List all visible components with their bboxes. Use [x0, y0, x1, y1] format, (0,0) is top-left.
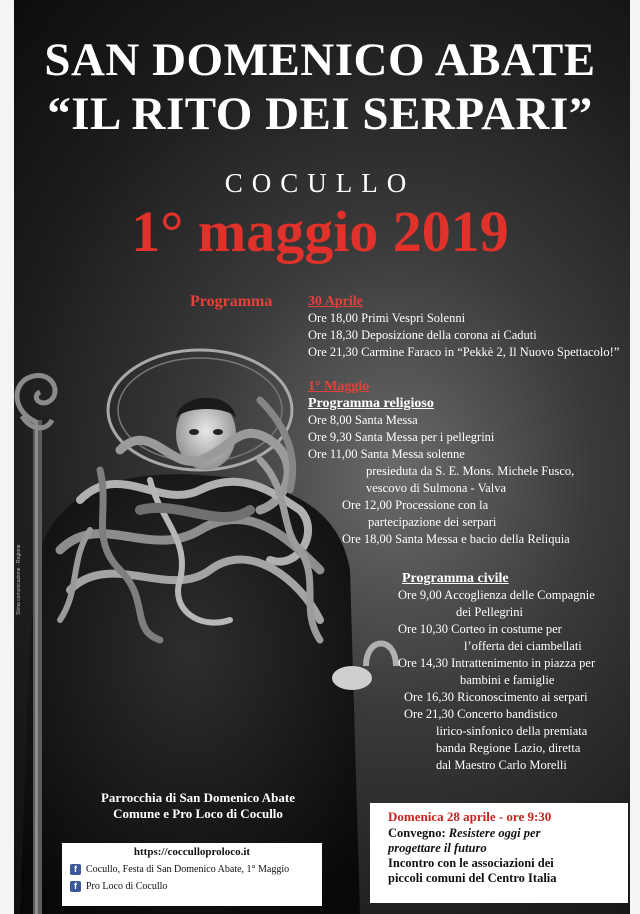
programma-label: Programma: [190, 293, 273, 310]
convegno-desc-1: Incontro con le associazioni dei: [388, 856, 554, 870]
section-heading: 1° Maggio: [308, 379, 370, 394]
schedule-line: Ore 14,30 Intrattenimento in piazza per: [398, 656, 596, 670]
schedule-line: Ore 9,30 Santa Messa per i pellegrini: [308, 430, 495, 444]
section-heading: 30 Aprile: [308, 294, 363, 309]
facebook-icon: f: [70, 881, 81, 892]
organizer-comune: Comune e Pro Loco di Cocullo: [113, 806, 283, 821]
schedule-line: dei Pellegrini: [456, 605, 523, 619]
schedule-line: Ore 8,00 Santa Messa: [308, 413, 418, 427]
schedule-line: presieduta da S. E. Mons. Michele Fusco,: [366, 464, 575, 478]
program-april-30: [308, 293, 619, 361]
convegno-title-2: progettare il futuro: [388, 841, 487, 855]
organizer-parish: Parrocchia di San Domenico Abate: [100, 790, 296, 805]
schedule-line: Ore 18,30 Deposizione della corona ai Caduti: [308, 328, 537, 342]
convegno-box: [370, 803, 628, 903]
schedule-line: Ore 21,30 Concerto bandistico: [404, 707, 558, 721]
schedule-line: Ore 16,30 Riconoscimento ai serpari: [404, 690, 588, 704]
schedule-line: Ore 9,00 Accoglienza delle Compagnie: [398, 588, 595, 602]
convegno-title-1: Resistere oggi per: [448, 826, 541, 840]
town-name: COCULLO: [224, 168, 416, 198]
website-link[interactable]: https://cocculloproloco.it: [133, 846, 251, 858]
image-credit: Stima comunicazione · Regione: [16, 544, 22, 615]
section-heading: Programma civile: [402, 571, 509, 586]
facebook-page-1[interactable]: Cocullo, Festa di San Domenico Abate, 1° Maggio: [86, 864, 290, 875]
title-line-1: SAN DOMENICO ABATE: [44, 34, 596, 86]
convegno-title-line: [388, 826, 628, 841]
program-civile: [398, 570, 595, 774]
facebook-row: [70, 863, 322, 876]
schedule-line: bambini e famiglie: [460, 673, 555, 687]
organizers: [48, 790, 348, 822]
convegno-desc: [388, 856, 628, 871]
schedule-line: banda Regione Lazio, diretta: [436, 741, 581, 755]
convegno-desc: [388, 871, 628, 886]
schedule-line: lirico-sinfonico della premiata: [436, 724, 588, 738]
schedule-line: Ore 12,00 Processione con la: [342, 498, 489, 512]
schedule-line: vescovo di Sulmona - Valva: [366, 481, 507, 495]
convegno-label: Convegno:: [388, 826, 449, 840]
title-line-2: “IL RITO DEI SERPARI”: [47, 88, 593, 140]
schedule-line: dal Maestro Carlo Morelli: [436, 758, 567, 772]
facebook-row: [70, 880, 322, 893]
schedule-line: partecipazione dei serpari: [368, 515, 497, 529]
program-may-1: [308, 378, 574, 548]
schedule-line: Ore 18,00 Primi Vespri Solenni: [308, 311, 466, 325]
schedule-line: Ore 21,30 Carmine Faraco in “Pekkè 2, Il Nuovo Spettacolo!”: [308, 345, 620, 359]
convegno-title-line: [388, 841, 628, 856]
schedule-line: Ore 11,00 Santa Messa solenne: [308, 447, 465, 461]
event-date: 1° maggio 2019: [131, 199, 509, 264]
schedule-line: Ore 10,30 Corteo in costume per: [398, 622, 562, 636]
convegno-desc-2: piccoli comuni del Centro Italia: [388, 871, 557, 885]
schedule-line: Ore 18,00 Santa Messa e bacio della Reliquia: [342, 532, 570, 546]
facebook-icon: f: [70, 864, 81, 875]
convegno-date: Domenica 28 aprile - ore 9:30: [388, 809, 552, 824]
web-info-box: [62, 843, 322, 906]
section-subheading: Programma religioso: [308, 396, 434, 411]
facebook-page-2[interactable]: Pro Loco di Cocullo: [86, 881, 168, 892]
schedule-line: l’offerta dei ciambellati: [464, 639, 582, 653]
